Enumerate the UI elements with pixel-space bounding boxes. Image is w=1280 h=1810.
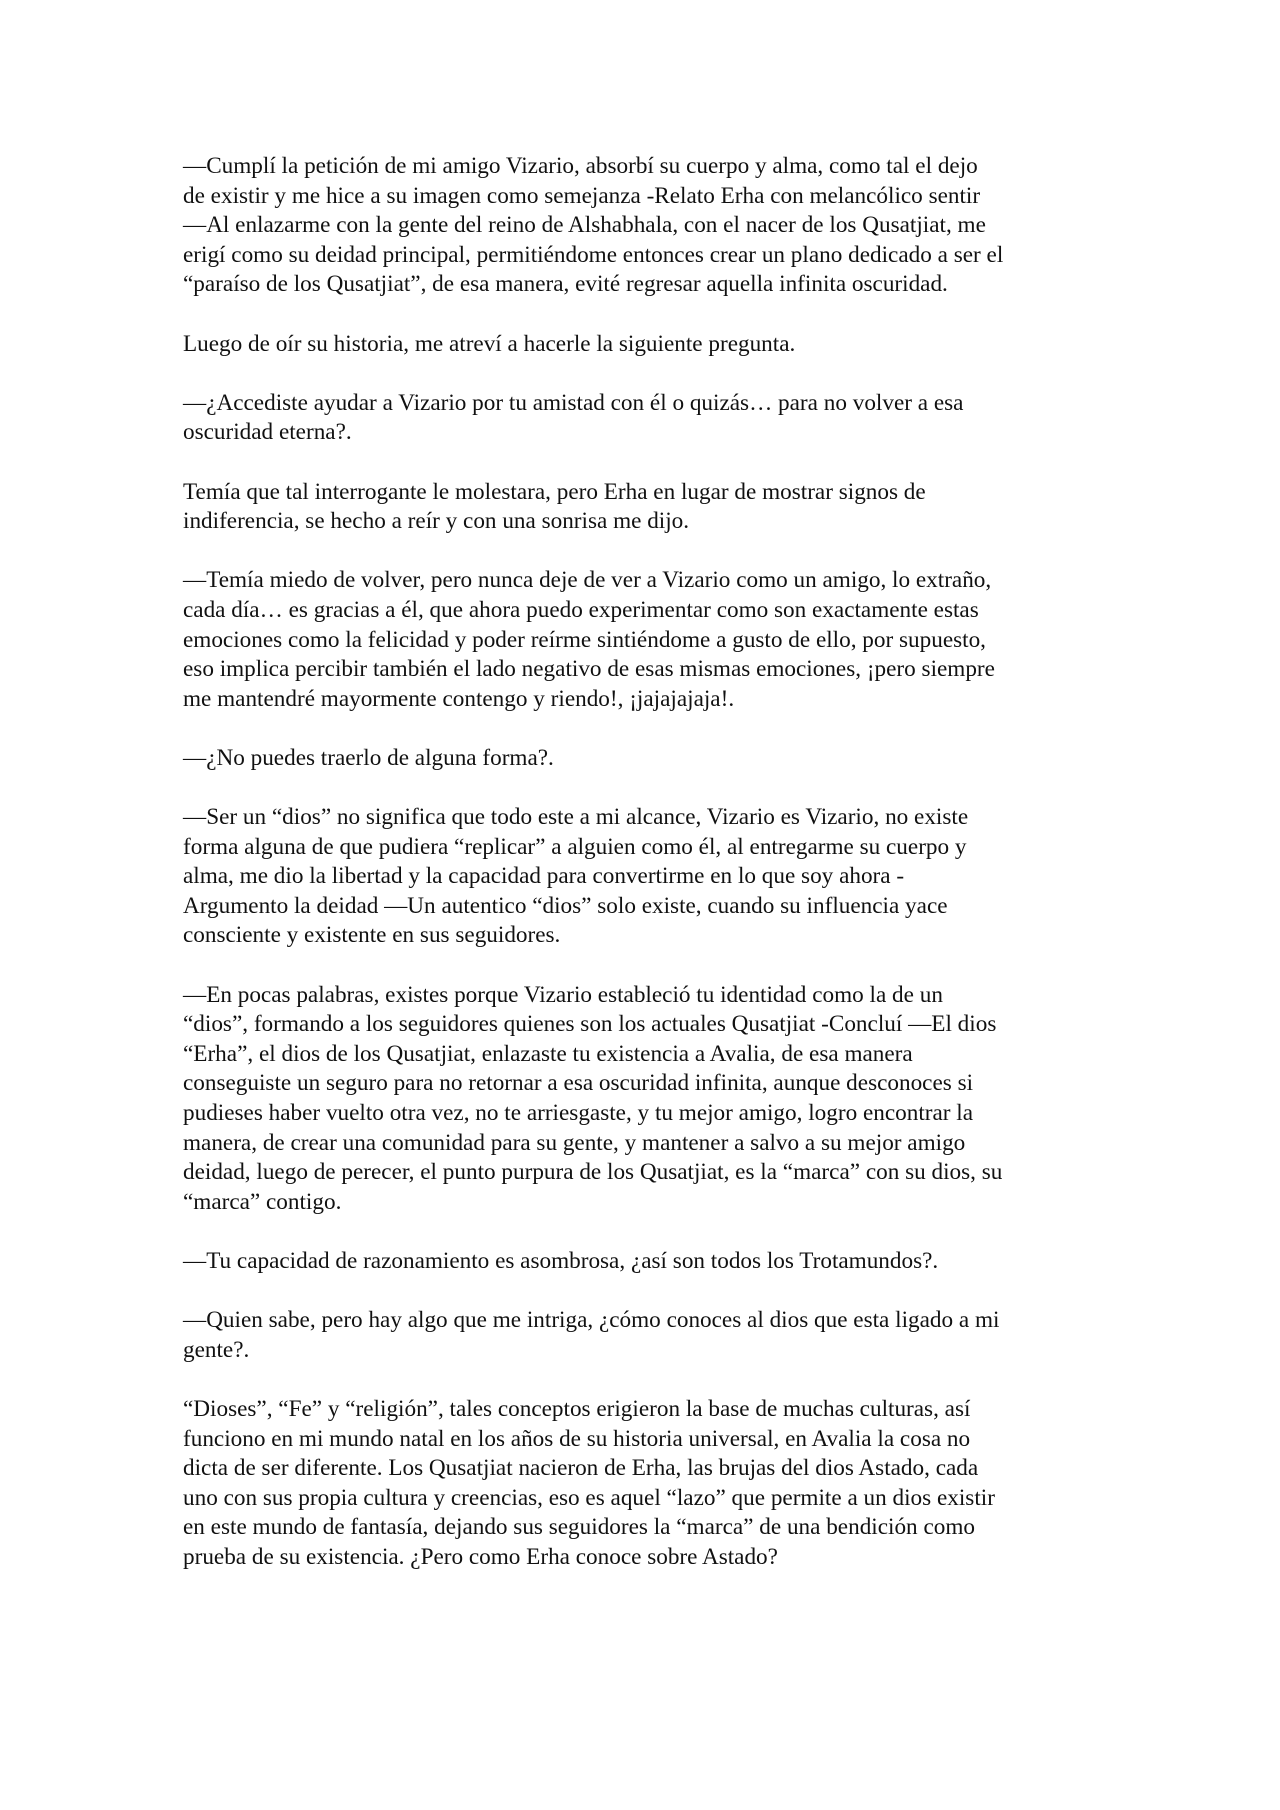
- text-line: Temía que tal interrogante le molestara, pero Erha en lugar de mostrar signos de: [183, 478, 926, 505]
- text-line: —Al enlazarme con la gente del reino de Alshabhala, con el nacer de los Qusatjiat, me: [183, 212, 986, 239]
- text-line: erigí como su deidad principal, permitiéndome entonces crear un plano dedicado a ser el: [183, 241, 1004, 268]
- text-line: alma, me dio la libertad y la capacidad para convertirme en lo que soy ahora -: [183, 863, 905, 890]
- text-line: conseguiste un seguro para no retornar a esa oscuridad infinita, aunque desconoces si: [183, 1070, 974, 1097]
- paragraph: [183, 744, 1098, 774]
- text-line: “Dioses”, “Fe” y “religión”, tales conceptos erigieron la base de muchas culturas, así: [183, 1395, 971, 1422]
- text-line: —Cumplí la petición de mi amigo Vizario, absorbí su cuerpo y alma, como tal el dejo: [183, 153, 978, 179]
- text-line: de existir y me hice a su imagen como semejanza -Relato Erha con melancólico sentir: [183, 182, 981, 209]
- text-line: cada día… es gracias a él, que ahora puedo experimentar como son exactamente estas: [183, 596, 979, 623]
- text-line: “Erha”, el dios de los Qusatjiat, enlazaste tu existencia a Avalia, de esa manera: [183, 1040, 913, 1067]
- paragraph: [183, 152, 1098, 300]
- text-line: manera, de crear una comunidad para su gente, y mantener a salvo a su mejor amigo: [183, 1129, 966, 1156]
- text-line: —Ser un “dios” no significa que todo este a mi alcance, Vizario es Vizario, no existe: [183, 804, 969, 831]
- text-line: emociones como la felicidad y poder reírme sintiéndome a gusto de ello, por supuesto,: [183, 626, 986, 653]
- paragraph: [183, 1395, 1098, 1573]
- text-line: consciente y existente en sus seguidores.: [183, 922, 561, 949]
- text-line: gente?.: [183, 1336, 250, 1363]
- text-line: dicta de ser diferente. Los Qusatjiat nacieron de Erha, las brujas del dios Astado, cada: [183, 1455, 979, 1482]
- paragraph: [183, 330, 1098, 360]
- text-line: uno con sus propia cultura y creencias, eso es aquel “lazo” que permite a un dios existir: [183, 1484, 995, 1511]
- paragraph: [183, 389, 1098, 448]
- text-line: —En pocas palabras, existes porque Vizario estableció tu identidad como la de un: [183, 981, 943, 1008]
- text-line: —Temía miedo de volver, pero nunca deje de ver a Vizario como un amigo, lo extraño,: [183, 567, 992, 594]
- text-line: “paraíso de los Qusatjiat”, de esa manera, evité regresar aquella infinita oscuridad.: [183, 271, 948, 298]
- text-line: deidad, luego de perecer, el punto purpura de los Qusatjiat, es la “marca” con su dios, su: [183, 1159, 1003, 1186]
- text-line: oscuridad eterna?.: [183, 419, 352, 446]
- paragraph: [183, 566, 1098, 714]
- text-line: —¿Accediste ayudar a Vizario por tu amistad con él o quizás… para no volver a esa: [183, 389, 964, 416]
- paragraph: [183, 981, 1098, 1218]
- text-line: —Tu capacidad de razonamiento es asombrosa, ¿así son todos los Trotamundos?.: [183, 1247, 939, 1274]
- text-line: indiferencia, se hecho a reír y con una sonrisa me dijo.: [183, 508, 690, 535]
- text-line: en este mundo de fantasía, dejando sus seguidores la “marca” de una bendición como: [183, 1514, 975, 1541]
- text-line: eso implica percibir también el lado negativo de esas mismas emociones, ¡pero siempre: [183, 656, 995, 683]
- paragraph: [183, 478, 1098, 537]
- text-line: “dios”, formando a los seguidores quienes son los actuales Qusatjiat -Concluí —El dios: [183, 1011, 997, 1038]
- document-body: [183, 152, 1098, 1602]
- text-line: “marca” contigo.: [183, 1188, 342, 1215]
- paragraph: [183, 803, 1098, 951]
- text-line: Argumento la deidad —Un autentico “dios” solo existe, cuando su influencia yace: [183, 892, 948, 919]
- text-line: —¿No puedes traerlo de alguna forma?.: [183, 744, 554, 771]
- text-line: pudieses haber vuelto otra vez, no te arriesgaste, y tu mejor amigo, logro encontrar la: [183, 1100, 974, 1126]
- paragraph: [183, 1247, 1098, 1277]
- text-line: funciono en mi mundo natal en los años de su historia universal, en Avalia la cosa no: [183, 1425, 971, 1452]
- text-line: prueba de su existencia. ¿Pero como Erha conoce sobre Astado?: [183, 1543, 778, 1570]
- text-line: Luego de oír su historia, me atreví a hacerle la siguiente pregunta.: [183, 330, 796, 357]
- text-line: —Quien sabe, pero hay algo que me intriga, ¿cómo conoces al dios que esta ligado a mi: [183, 1307, 1000, 1334]
- text-line: me mantendré mayormente contengo y riendo!, ¡jajajajaja!.: [183, 685, 735, 712]
- paragraph: [183, 1306, 1098, 1365]
- text-line: forma alguna de que pudiera “replicar” a alguien como él, al entregarme su cuerpo y: [183, 833, 967, 860]
